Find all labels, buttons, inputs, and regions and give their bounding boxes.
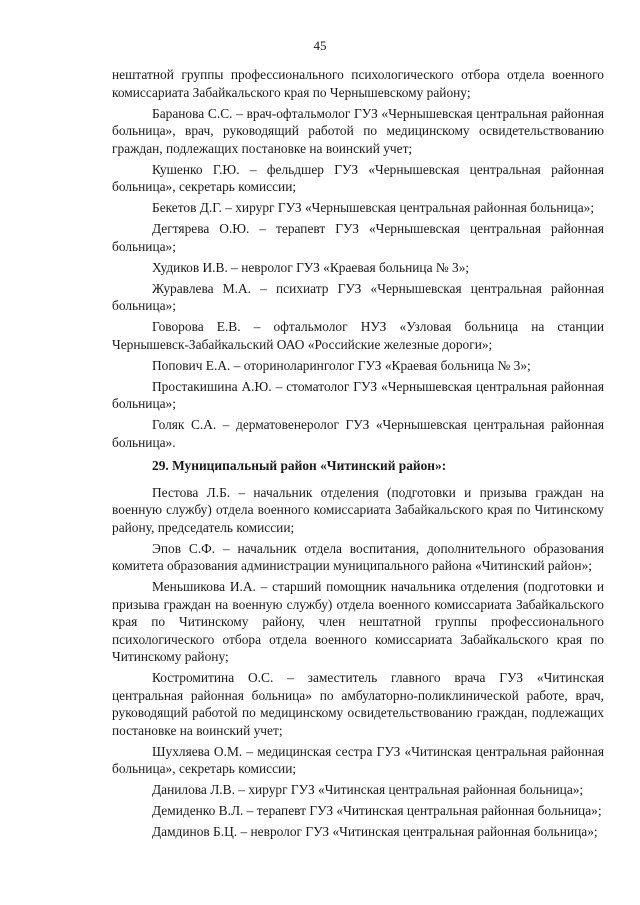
member-entry: Костромитина О.С. – заместитель главного врача ГУЗ «Читинская центральная районная больница» по амбулаторно-поликлинической работе, врач, руководящий работой по медицинскому освидетельствованию граждан, подлежащих постановке на воинский учет; — [112, 670, 604, 738]
member-entry: Дегтярева О.Ю. – терапевт ГУЗ «Чернышевская центральная районная больница»; — [112, 221, 604, 254]
member-entry: Говорова Е.В. – офтальмолог НУЗ «Узловая больница на станции Чернышевск-Забайкальский ОАО «Российские железные дороги»; — [112, 319, 604, 352]
member-entry: Простакишина А.Ю. – стоматолог ГУЗ «Чернышевская центральная районная больница»; — [112, 378, 604, 411]
section-heading: 29. Муниципальный район «Читинский район»: — [152, 458, 447, 473]
page-body — [112, 66, 604, 844]
member-entry: Пестова Л.Б. – начальник отделения (подготовки и призыва граждан на военную службу) отдела военного комиссариата Забайкальского края по Читинскому району, председатель комиссии; — [112, 484, 604, 535]
page-number: 45 — [313, 38, 327, 53]
member-entry: Демиденко В.Л. – терапевт ГУЗ «Читинская центральная районная больница»; — [152, 803, 602, 818]
paragraph-continuation: нештатной группы профессионального психологического отбора отдела военного комиссариата Забайкальского края по Чернышевскому району; — [112, 67, 604, 100]
member-entry: Кушенко Г.Ю. – фельдшер ГУЗ «Чернышевская центральная районная больница», секретарь комиссии; — [112, 161, 604, 194]
member-entry: Меньшикова И.А. – старший помощник начальника отделения (подготовки и призыва граждан на военную службу) отдела военного комиссариата Забайкальского края по Читинскому району, член нештатной группы профессионального психологического отбора отдела военного комиссариата Забайкальского края по Читинскому району; — [112, 579, 604, 664]
member-entry: Дамдинов Б.Ц. – невролог ГУЗ «Читинская центральная районная больница»; — [152, 824, 598, 839]
member-entry: Бекетов Д.Г. – хирург ГУЗ «Чернышевская центральная районная больница»; — [152, 200, 595, 215]
member-entry: Данилова Л.В. – хирург ГУЗ «Читинская центральная районная больница»; — [152, 782, 584, 797]
member-entry: Шухляева О.М. – медицинская сестра ГУЗ «Читинская центральная районная больница», секретарь комиссии; — [112, 743, 604, 776]
member-entry: Баранова С.С. – врач-офтальмолог ГУЗ «Чернышевская центральная районная больница», врач, руководящий работой по медицинскому освидетельствованию граждан, подлежащих постановке на воинский учет; — [112, 105, 604, 156]
member-entry: Эпов С.Ф. – начальник отдела воспитания, дополнительного образования комитета образования администрации муниципального района «Читинский район»; — [112, 540, 604, 573]
member-entry: Худиков И.В. – невролог ГУЗ «Краевая больница № 3»; — [152, 259, 470, 275]
member-entry: Попович Е.А. – оториноларинголог ГУЗ «Краевая больница № 3»; — [152, 357, 531, 373]
member-entry: Журавлева М.А. – психиатр ГУЗ «Чернышевская центральная районная больница»; — [112, 280, 604, 313]
member-entry: Голяк С.А. – дерматовенеролог ГУЗ «Чернышевская центральная районная больница». — [112, 417, 604, 450]
